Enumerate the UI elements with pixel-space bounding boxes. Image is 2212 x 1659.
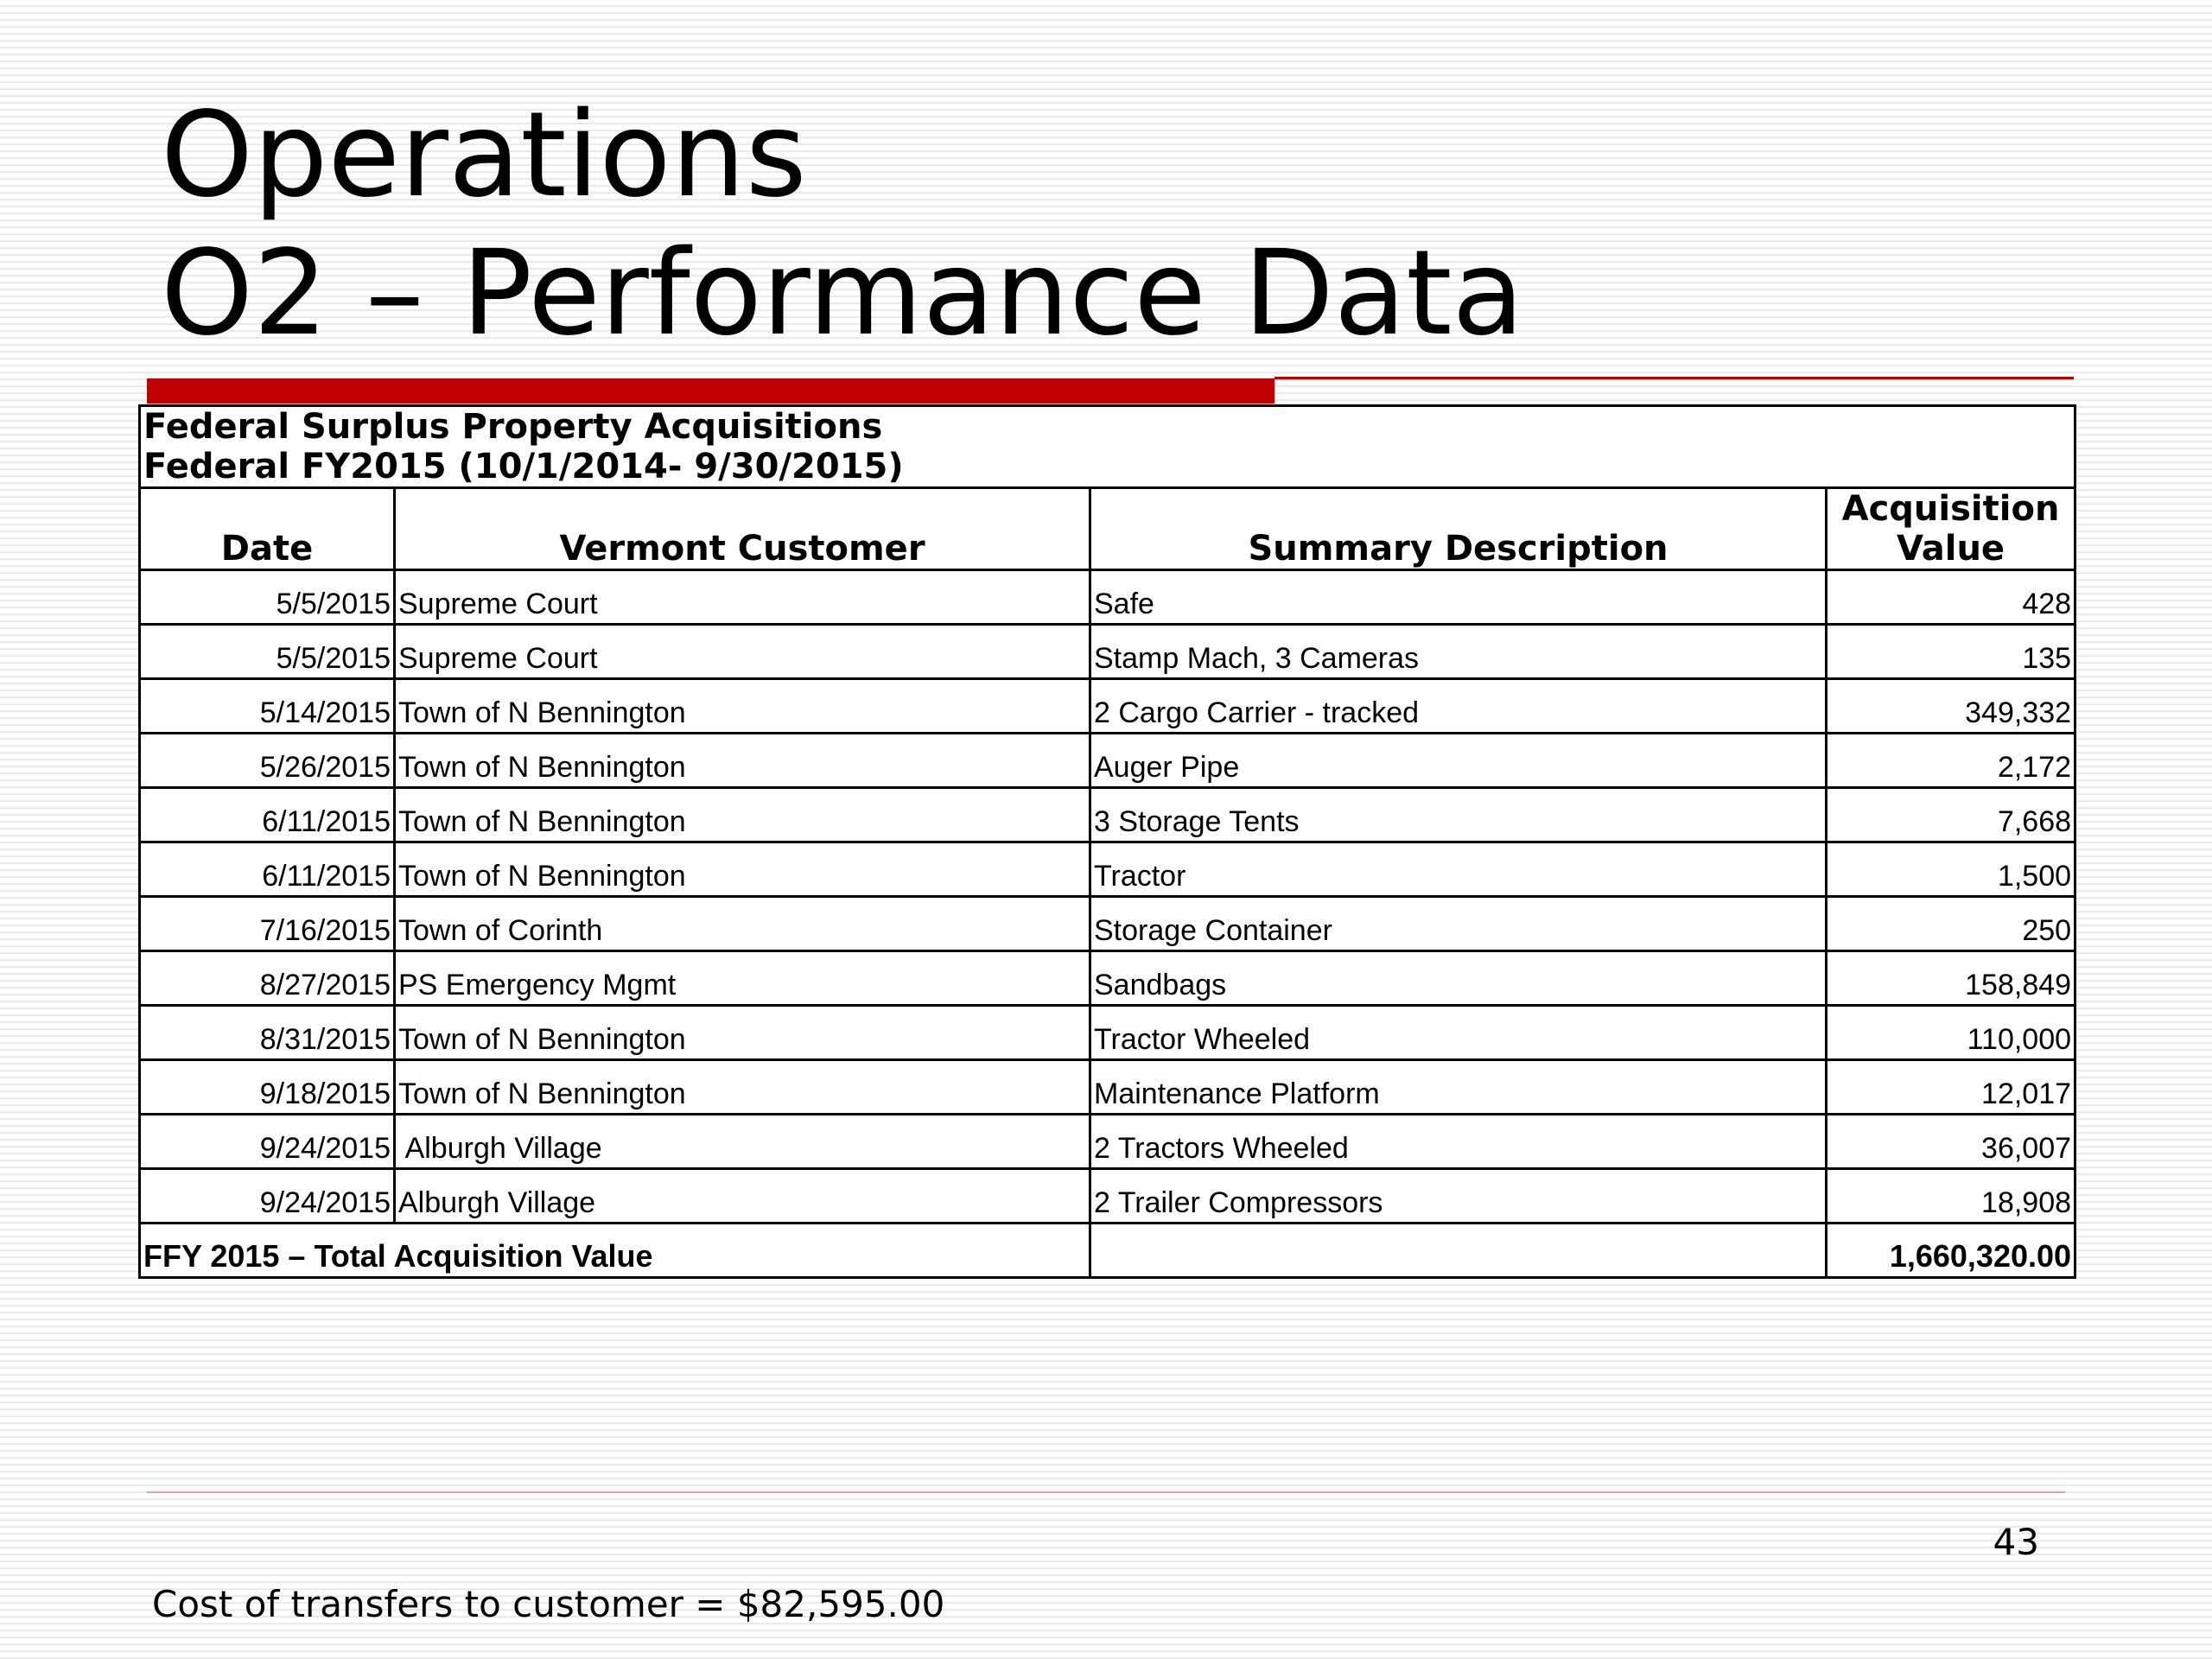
- table-row: [140, 897, 2075, 951]
- cell-description: Auger Pipe: [1090, 734, 1827, 788]
- cell-customer: Alburgh Village: [395, 1169, 1090, 1224]
- cell-description: Sandbags: [1090, 951, 1827, 1006]
- title-underline-rule: [1274, 377, 2074, 379]
- cell-description: 2 Trailer Compressors: [1090, 1169, 1827, 1224]
- cell-date: 5/5/2015: [140, 625, 395, 679]
- cell-customer: Town of N Bennington: [395, 679, 1090, 734]
- total-empty-cell: [1090, 1224, 1827, 1278]
- cell-date: 9/24/2015: [140, 1115, 395, 1169]
- cell-date: 5/14/2015: [140, 679, 395, 734]
- cell-value: 7,668: [1827, 788, 2075, 842]
- table-row: [140, 1169, 2075, 1224]
- column-header-description: Summary Description: [1090, 488, 1827, 570]
- cell-description: Stamp Mach, 3 Cameras: [1090, 625, 1827, 679]
- cell-customer: Supreme Court: [395, 570, 1090, 625]
- cell-date: 5/5/2015: [140, 570, 395, 625]
- cell-customer: Town of N Bennington: [395, 842, 1090, 897]
- acquisitions-table: [138, 404, 2076, 1279]
- cell-customer: Town of N Bennington: [395, 1060, 1090, 1115]
- slide-title-line-1: Operations: [161, 87, 807, 224]
- cell-customer: Supreme Court: [395, 625, 1090, 679]
- table-row: [140, 1006, 2075, 1060]
- table-caption-line-2: Federal FY2015 (10/1/2014- 9/30/2015): [143, 447, 904, 486]
- page-number: 43: [1993, 1521, 2039, 1563]
- column-header-date: Date: [140, 488, 395, 570]
- footer-divider: [147, 1491, 2065, 1493]
- slide-title-line-2: O2 – Performance Data: [161, 226, 1524, 362]
- cell-value: 36,007: [1827, 1115, 2075, 1169]
- cell-date: 9/24/2015: [140, 1169, 395, 1224]
- table-caption-line-1: Federal Surplus Property Acquisitions: [143, 407, 883, 447]
- cell-date: 6/11/2015: [140, 788, 395, 842]
- table-row: [140, 679, 2075, 734]
- cell-description: 2 Tractors Wheeled: [1090, 1115, 1827, 1169]
- cell-date: 9/18/2015: [140, 1060, 395, 1115]
- cell-description: Tractor: [1090, 842, 1827, 897]
- slide-title: [161, 86, 1524, 363]
- cell-value: 18,908: [1827, 1169, 2075, 1224]
- cell-value: 158,849: [1827, 951, 2075, 1006]
- cell-value: 349,332: [1827, 679, 2075, 734]
- cell-value: 110,000: [1827, 1006, 2075, 1060]
- total-value: 1,660,320.00: [1827, 1224, 2075, 1278]
- cell-customer: Town of N Bennington: [395, 1006, 1090, 1060]
- column-header-customer: Vermont Customer: [395, 488, 1090, 570]
- column-header-value: Acquisition Value: [1827, 488, 2075, 570]
- transfer-cost-note: Cost of transfers to customer = $82,595.00: [152, 1583, 945, 1625]
- cell-description: Safe: [1090, 570, 1827, 625]
- cell-date: 8/31/2015: [140, 1006, 395, 1060]
- cell-customer: PS Emergency Mgmt: [395, 951, 1090, 1006]
- cell-date: 5/26/2015: [140, 734, 395, 788]
- cell-description: 2 Cargo Carrier - tracked: [1090, 679, 1827, 734]
- cell-value: 250: [1827, 897, 2075, 951]
- cell-value: 2,172: [1827, 734, 2075, 788]
- table-row: [140, 734, 2075, 788]
- cell-customer: Alburgh Village: [395, 1115, 1090, 1169]
- table-header-row: [140, 488, 2075, 570]
- cell-customer: Town of Corinth: [395, 897, 1090, 951]
- cell-date: 6/11/2015: [140, 842, 395, 897]
- cell-date: 7/16/2015: [140, 897, 395, 951]
- total-label: FFY 2015 – Total Acquisition Value: [140, 1224, 1090, 1278]
- cell-description: 3 Storage Tents: [1090, 788, 1827, 842]
- table-row: [140, 788, 2075, 842]
- table-row: [140, 842, 2075, 897]
- table-caption-row: [140, 406, 2075, 488]
- cell-customer: Town of N Bennington: [395, 788, 1090, 842]
- table-row: [140, 951, 2075, 1006]
- title-underline-bar: [147, 378, 1274, 404]
- table-total-row: [140, 1224, 2075, 1278]
- cell-date: 8/27/2015: [140, 951, 395, 1006]
- cell-description: Maintenance Platform: [1090, 1060, 1827, 1115]
- table-row: [140, 1060, 2075, 1115]
- table-caption: [140, 406, 2075, 488]
- cell-description: Tractor Wheeled: [1090, 1006, 1827, 1060]
- cell-value: 12,017: [1827, 1060, 2075, 1115]
- cell-value: 428: [1827, 570, 2075, 625]
- table-row: [140, 1115, 2075, 1169]
- cell-description: Storage Container: [1090, 897, 1827, 951]
- cell-customer: Town of N Bennington: [395, 734, 1090, 788]
- cell-value: 135: [1827, 625, 2075, 679]
- cell-value: 1,500: [1827, 842, 2075, 897]
- table-row: [140, 625, 2075, 679]
- table-row: [140, 570, 2075, 625]
